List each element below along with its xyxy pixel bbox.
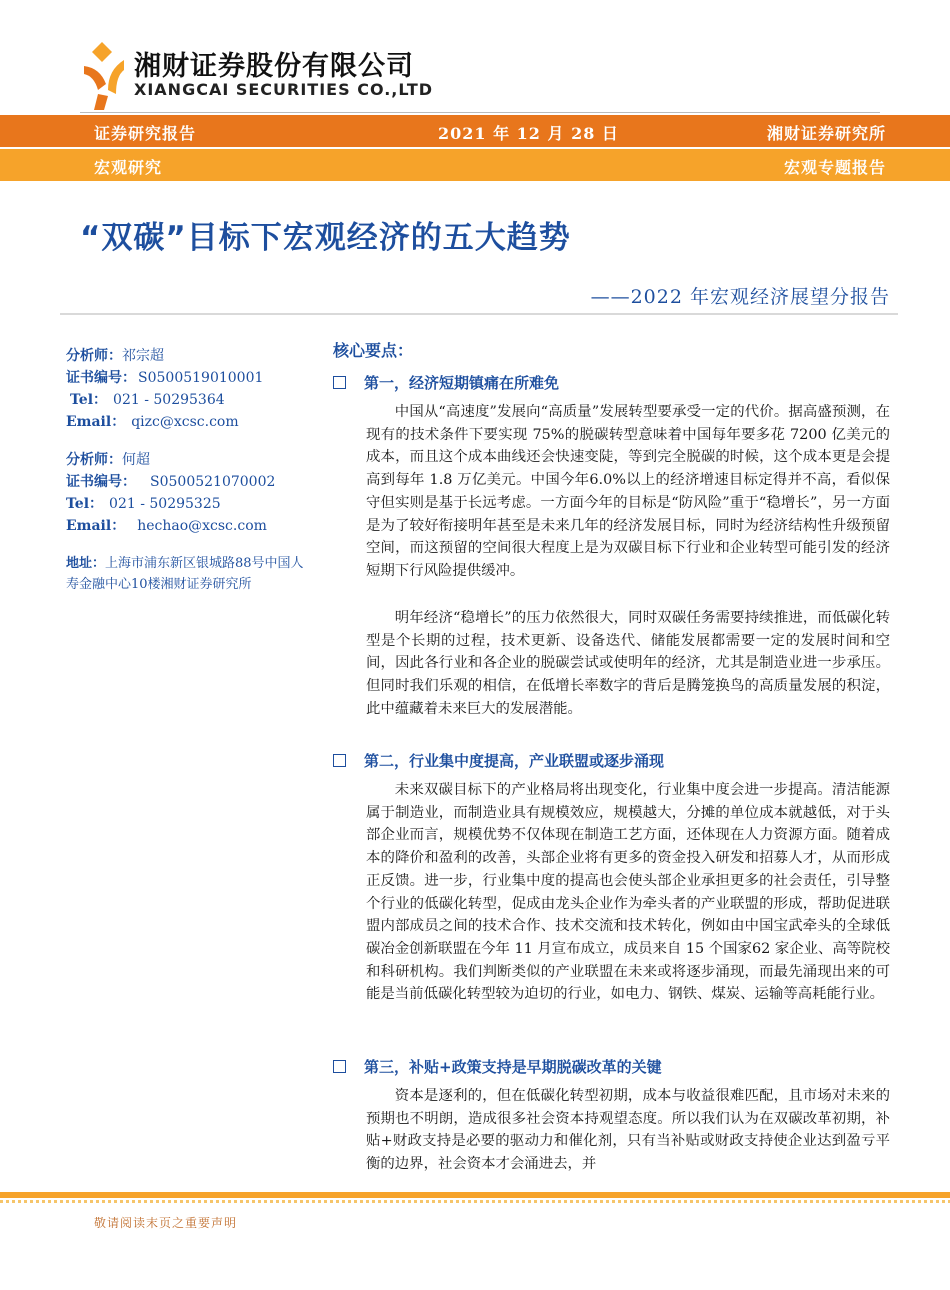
analyst-name-label: 分析师： [66, 452, 122, 468]
institute-name: 湘财证券研究所 [766, 124, 886, 143]
cert-label: 证书编号： [66, 474, 136, 490]
analyst-name-label: 分析师： [66, 348, 122, 364]
report-subtype: 宏观专题报告 [783, 158, 886, 177]
section-title: 第三，补贴+政策支持是早期脱碳改革的关键 [364, 1058, 662, 1076]
company-logo [82, 40, 126, 112]
analyst-card [66, 449, 316, 537]
body-paragraph: 中国从“高速度”发展向“高质量”发展转型要承受一定的代价。据高盛预测，在现有的技术条件下要实现 75%的脱碳转型意味着中国每年要多花 7200 亿美元的成本，而且这个成本曲线还会快速变陡，等到完全脱碳的时候，这个成本更是会提高到每年 1.8 万亿美元。中国今年6.0%以上的经济增速目标定得并不高，看似保守但实则是基于长远考虑。一方面今年的目标是“防风险”重于“稳增长”，另一方面是为了较好衔接明年甚至是未来几年的经济发展目标，同时为经济结构性升级预留空间，而这预留的空间很大程度上是为双碳目标下行业和企业转型可能引发的经济短期下行风险提供缓冲。 [366, 404, 890, 579]
tel-number: 021 - 50295364 [113, 392, 225, 408]
email-link[interactable]: hechao@xcsc.com [137, 518, 267, 534]
checkbox-icon [333, 754, 346, 767]
cert-label: 证书编号： [66, 370, 136, 386]
analyst-info-panel [66, 345, 316, 595]
body-paragraph: 资本是逐利的，但在低碳化转型初期，成本与收益很难匹配，且市场对未来的预期也不明朗，造成很多社会资本持观望态度。所以我们认为在双碳改革初期，补贴+财政支持是必要的驱动力和催化剂，只有当补贴或财政支持使企业达到盈亏平衡的边界，社会资本才会涌进去，并 [366, 1088, 890, 1173]
analyst-card [66, 345, 316, 433]
checkbox-icon [333, 1060, 346, 1073]
research-category: 宏观研究 [94, 158, 163, 177]
report-date: 2021 年 12 月 28 日 [438, 124, 619, 143]
section-heading [333, 1056, 662, 1077]
page-title: “双碳”目标下宏观经济的五大趋势 [80, 220, 571, 256]
body-paragraph: 未来双碳目标下的产业格局将出现变化，行业集中度会进一步提高。清洁能源属于制造业，而制造业具有规模效应，规模越大，分摊的单位成本就越低，对于头部企业而言，规模优势不仅体现在制造工艺方面，还体现在人力资源方面。随着成本的降价和盈利的改善，头部企业将有更多的资金投入研发和招募人才，从而形成正反馈。进一步，行业集中度的提高也会使头部企业承担更多的社会责任，引导整个行业的低碳化转型，促成由龙头企业作为牵头者的产业联盟的形成，帮助促进联盟内部成员之间的技术合作、技术交流和技术转化，例如由中国宝武牵头的全球低碳冶金创新联盟在今年 11 月宣布成立，成员来自 15 个国家62 家企业、高等院校和科研机构。我们判断类似的产业联盟在未来或将逐步涌现，而最先涌现出来的可能是当前低碳化转型较为迫切的行业，如电力、钢铁、煤炭、运输等高耗能行业。 [366, 782, 890, 1003]
core-points-heading: 核心要点： [333, 341, 414, 360]
section-heading [333, 750, 664, 771]
tel-number: 021 - 50295325 [109, 496, 221, 512]
body-paragraph: 明年经济“稳增长”的压力依然很大，同时双碳任务需要持续推进，而低碳化转型是个长期的过程，技术更新、设备迭代、储能发展都需要一定的发展时间和空间，因此各行业和各企业的脱碳尝试或使明年的经济，尤其是制造业进一步承压。但同时我们乐观的相信，在低增长率数字的背后是腾笼换鸟的高质量发展的积淀，此中蕴藏着未来巨大的发展潜能。 [366, 610, 890, 717]
address-label: 地址： [66, 556, 106, 571]
checkbox-icon [333, 376, 346, 389]
category-band [0, 149, 950, 181]
email-link[interactable]: qizc@xcsc.com [131, 414, 239, 430]
section-title: 第一，经济短期镇痛在所难免 [364, 374, 560, 392]
report-type-band [0, 115, 950, 147]
tel-label: Tel： [66, 496, 104, 512]
tel-label: Tel： [70, 392, 108, 408]
footer-decoration [0, 1192, 950, 1206]
address-text: 上海市浦东新区银城路88号中国人寿金融中心10楼湘财证券研究所 [66, 556, 304, 592]
cert-number: S0500521070002 [150, 474, 276, 490]
company-name-cn: 湘财证券股份有限公司 [134, 51, 414, 82]
section-title: 第二，行业集中度提高，产业联盟或逐步涌现 [364, 752, 665, 770]
cert-number: S0500519010001 [138, 370, 264, 386]
email-label: Email： [66, 414, 126, 430]
title-divider [60, 313, 898, 315]
analyst-name: 祁宗超 [122, 348, 164, 364]
section-heading [333, 372, 559, 393]
address-block [66, 553, 316, 595]
company-name-en: XIANGCAI SECURITIES CO.,LTD [134, 80, 434, 99]
disclaimer-note: 敬请阅读末页之重要声明 [94, 1216, 238, 1230]
email-label: Email： [66, 518, 126, 534]
header-divider [80, 112, 880, 113]
analyst-name: 何超 [122, 452, 150, 468]
report-type-label: 证券研究报告 [94, 124, 197, 143]
page-subtitle: ——2022 年宏观经济展望分报告 [590, 286, 890, 308]
